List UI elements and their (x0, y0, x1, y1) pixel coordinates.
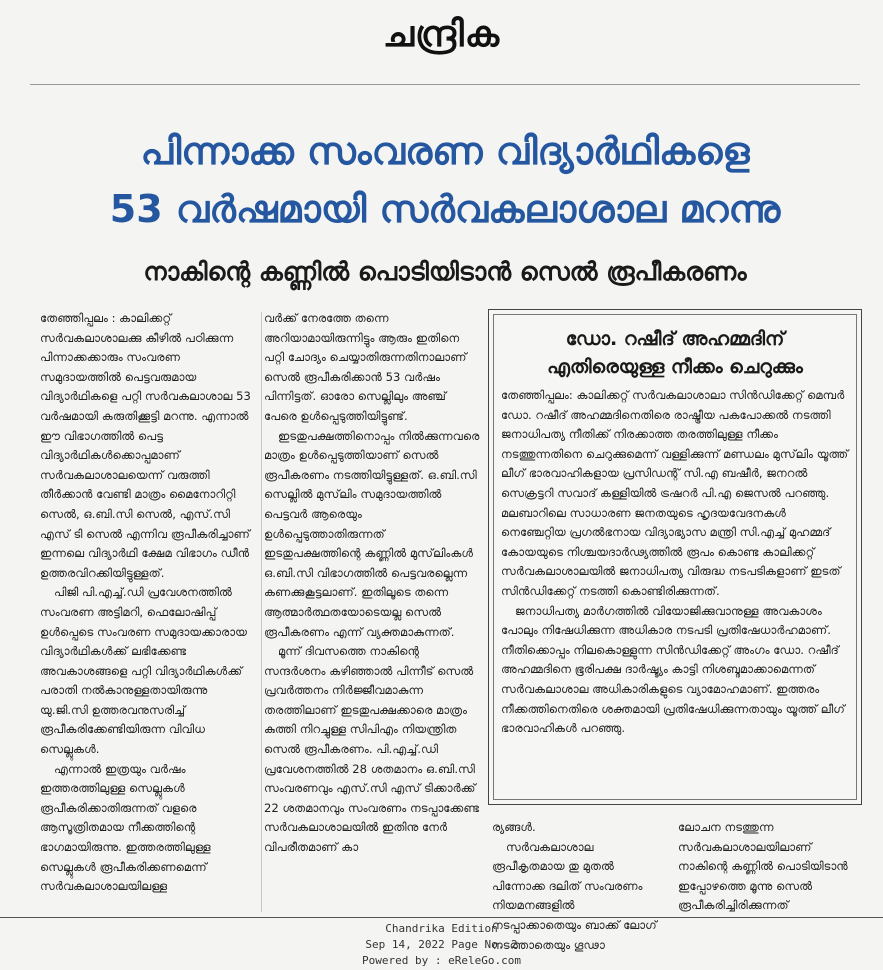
paragraph: തേഞ്ഞിപ്പലം: കാലിക്കറ്റ് സർവകലാശാലാ സിൻഡിക്കേറ്റ് മെമ്പർ ഡോ. റഷീദ് അഹമ്മദിനെതിരെ രാഷ്ട്രീയ പകപോക്കൽ നടത്തി ജനാധിപത്യ നീതിക്ക് നിരക്കാത്ത തരത്തിലുള്ള നീക്കം നടത്തുന്നതിനെ ചെറുക്കുമെന്ന് വള്ളിക്കുന്ന് മണ്ഡലം മുസ്‌ലിം യൂത്ത് ലീഗ് ഭാരവാഹികളായ പ്രസിഡന്റ് സി.എ ബഷീർ, ജനറൽ സെക്രട്ടറി സവാദ് കള്ളിയിൽ ട്രഷറർ പി.എ ജെസൽ പറഞ്ഞു. മലബാറിലെ സാധാരണ ജനതയുടെ ഹൃദയവേദനകൾ നെഞ്ചേറ്റിയ പ്രഗൽഭനായ വിദ്യാഭ്യാസ മന്ത്രി സി.എച്ച് മുഹമ്മദ് കോയയുടെ നിശ്ചയദാർഢ്യത്തിൽ രൂപം കൊണ്ട കാലിക്കറ്റ് സർവകലാശാലയിൽ ജനാധിപത്യ വിരുദ്ധ നടപടികളാണ് ഇടത് സിൻഡിക്കേറ്റ് നടത്തി കൊണ്ടിരിക്കുന്നത്. (501, 388, 849, 598)
paragraph: മൂന്ന് ദിവസത്തെ നാകിന്റെ സന്ദർശനം കഴിഞ്ഞാൽ പിന്നീട് സെൽ പ്രവർത്തനം നിർജ്ജീവമാകുന്ന തരത്തിലാണ് ഇടതുപക്ഷക്കാരെ മാത്രം കുത്തി നിറച്ചുള്ള സിപിഎം നിയന്ത്രിത സെൽ രൂപീകരണം. പി.എച്ച്.ഡി പ്രവേശനത്തിൽ 28 ശതമാനം ഒ.ബി.സി സംവരണവും എസ്.സി എസ് ടിക്കാർക്ക് 22 ശതമാനവും സംവരണം നടപ്പാക്കേണ്ട സർവകലാശാലയിൽ ഇതിനു നേർ വിപരീതമാണ് കാ (264, 644, 480, 855)
footer-date-page: Sep 14, 2022 Page No. 2 (365, 938, 518, 951)
masthead (0, 0, 883, 84)
paragraph: എന്നാൽ ഇത്രയും വർഷം ഇത്തരത്തിലുള്ള സെല്ലുകൾ രൂപീകരിക്കാതിരുന്നത് വളരെ ആസൂത്രിതമായ നീക്കത്തിന്റെ ഭാഗമായിരുന്നു. ഇത്തരത്തിലുള്ള സെല്ലുകൾ രൂപീകരിക്കണമെന്ന് സർവകലാശാലയിലള്ള (40, 761, 211, 894)
masthead-divider (30, 84, 860, 85)
paragraph: പിജി പി.എച്ച്.ഡി പ്രവേശനത്തിൽ സംവരണ അട്ടിമറി, ഫെലോഷിപ്പ് ഉൾപ്പെടെ സംവരണ സമുദായക്കാരായ വിദ്യാർഥികൾക്ക് ലഭിക്കേണ്ട അവകാശങ്ങളെ പറ്റി വിദ്യാർഥികൾക്ക് പരാതി നൽകാനുള്ളതായിരുന്നു യു.ജി.സി ഉത്തരവനുസരിച്ച് രൂപീകരിക്കേണ്ടിയിരുന്ന വിവിധ സെല്ലുകൾ. (40, 585, 247, 757)
headline-line-1: പിന്നാക്ക സംവരണ വിദ്യാർഥികളെ (140, 129, 750, 173)
footer-divider (0, 917, 883, 918)
paragraph: ര്യങ്ങൾ. (492, 820, 536, 834)
paragraph: വർക്ക് നേരത്തേ തന്നെ അറിയാമായിരുന്നിട്ടും ആരും ഇതിനെ പറ്റി ചോദ്യം ചെയ്യാതിരുന്നതിനാലാണ് സെൽ രൂപീകരിക്കാൻ 53 വർഷം പിന്നിട്ടത്. ഓരോ സെല്ലിലും അഞ്ച് പേരെ ഉൾപ്പെടുത്തിയിട്ടുണ്ട്. (264, 311, 467, 423)
article-column-1 (40, 309, 258, 913)
sidebar-title-line-1: ഡോ. റഷീദ് അഹമ്മദിന് (565, 328, 785, 350)
article-column-4 (678, 818, 854, 913)
paragraph: ലോചന നടത്തുന്ന സർവകലാശാലയിലാണ് നാകിന്റെ കണ്ണിൽ പൊടിയിടാൻ ഇപ്പോഴത്തെ മൂന്നു സെൽ രൂപീകരിച്ചിരിക്കുന്നത് (678, 820, 848, 913)
subheadline: നാകിന്റെ കണ്ണിൽ പൊടിയിടാൻ സെൽ രൂപീകരണം (143, 257, 747, 286)
paragraph: സർവകലാശാല രൂപീകൃതമായ തു മുതൽ പിന്നോക്ക ദലിത് സംവരണം നിയമനങ്ങളിൽ നടപ്പാക്കാതെയും ബാക്ക് ലോഗ് നടത്താതെയും ഗൂഢാ (492, 839, 657, 952)
sidebar-box (488, 309, 862, 805)
paragraph: ജനാധിപത്യ മാർഗത്തിൽ വിയോജിക്കുവാനുള്ള അവകാശം പോലും നിഷേധിക്കുന്ന അധികാര നടപടി പ്രതിഷേധാർഹമാണ്. നീതിക്കൊപ്പം നിലകൊള്ളുന്ന സിൻഡിക്കേറ്റ് അംഗം ഡോ. റഷീദ് അഹമ്മദിനെ ഭൂരിപക്ഷ ദാർഷ്ട്യം കാട്ടി നിശബ്ദമാക്കാമെന്നത് സർവകലാശാല അധികാരികളുടെ വ്യാമോഹമാണ്. ഇത്തരം നീക്കത്തിനെതിരെ ശക്തമായി പ്രതിഷേധിക്കുന്നതായും യൂത്ത് ലീഗ് ഭാരവാഹികൾ പറഞ്ഞു. (501, 603, 845, 736)
newspaper-logo: ചന്ദ്രിക (382, 14, 501, 55)
footer-powered-by: Powered by : eReleGo.com (362, 954, 521, 967)
footer-edition: Chandrika Edition (385, 922, 498, 935)
headline-line-2: 53 വർഷമായി സർവകലാശാല മറന്നു (109, 187, 781, 231)
article-column-3 (492, 818, 666, 952)
sidebar-body (501, 386, 851, 796)
column-divider (261, 312, 262, 912)
paragraph: തേഞ്ഞിപ്പലം : കാലിക്കറ്റ് സർവകലാശാലക്കു കീഴിൽ പഠിക്കുന്ന പിന്നാക്കക്കാരും സംവരണ സമുദായത്തിൽ പെട്ടവരുമായ വിദ്യാർഥികളെ പറ്റി സർവകലാശാല 53 വർഷമായി കരുതിക്കൂട്ടി മറന്നു. എന്നാൽ ഈ വിഭാഗത്തിൽ പെട്ട വിദ്യാർഥികൾക്കൊപ്പമാണ് സർവകലാശാലയെന്ന് വരുത്തി തീർക്കാൻ വേണ്ടി മാത്രം മൈനോറിറ്റി സെൽ, ഒ.ബി.സി സെൽ, എസ്.സി എസ് ടി സെൽ എന്നിവ രൂപീകരിച്ചാണ് ഇന്നലെ വിദ്യാർഥി ക്ഷേമ വിഭാഗം ഡീൻ ഉത്തരവിറക്കിയിട്ടുള്ളത്. (40, 311, 251, 580)
article-column-2 (264, 309, 482, 913)
paragraph: ഇടതുപക്ഷത്തിനൊപ്പം നിൽക്കുന്നവരെ മാത്രം ഉൾപ്പെടുത്തിയാണ് സെൽ രൂപീകരണം നടത്തിയിട്ടുള്ളത്. ഒ.ബി.സി സെല്ലിൽ മുസ്‌ലിം സമുദായത്തിൽ പെട്ടവർ ആരെയും ഉൾപ്പെടുത്താതിരുന്നത് ഇടതുപക്ഷത്തിന്റെ കണ്ണിൽ മുസ്‌ലിംകൾ ഒ.ബി.സി വിഭാഗത്തിൽ പെട്ടവരല്ലെന്ന കണക്കുകൂട്ടലാണ്. ഇതിലൂടെ തന്നെ ആത്മാർത്ഥതയോടെയല്ല സെൽ രൂപീകരണം എന്ന് വ്യക്തമാകുന്നത്. (264, 428, 480, 639)
sidebar-title-line-2: എതിരെയുള്ള നീക്കം ചെറുക്കും (547, 356, 803, 378)
